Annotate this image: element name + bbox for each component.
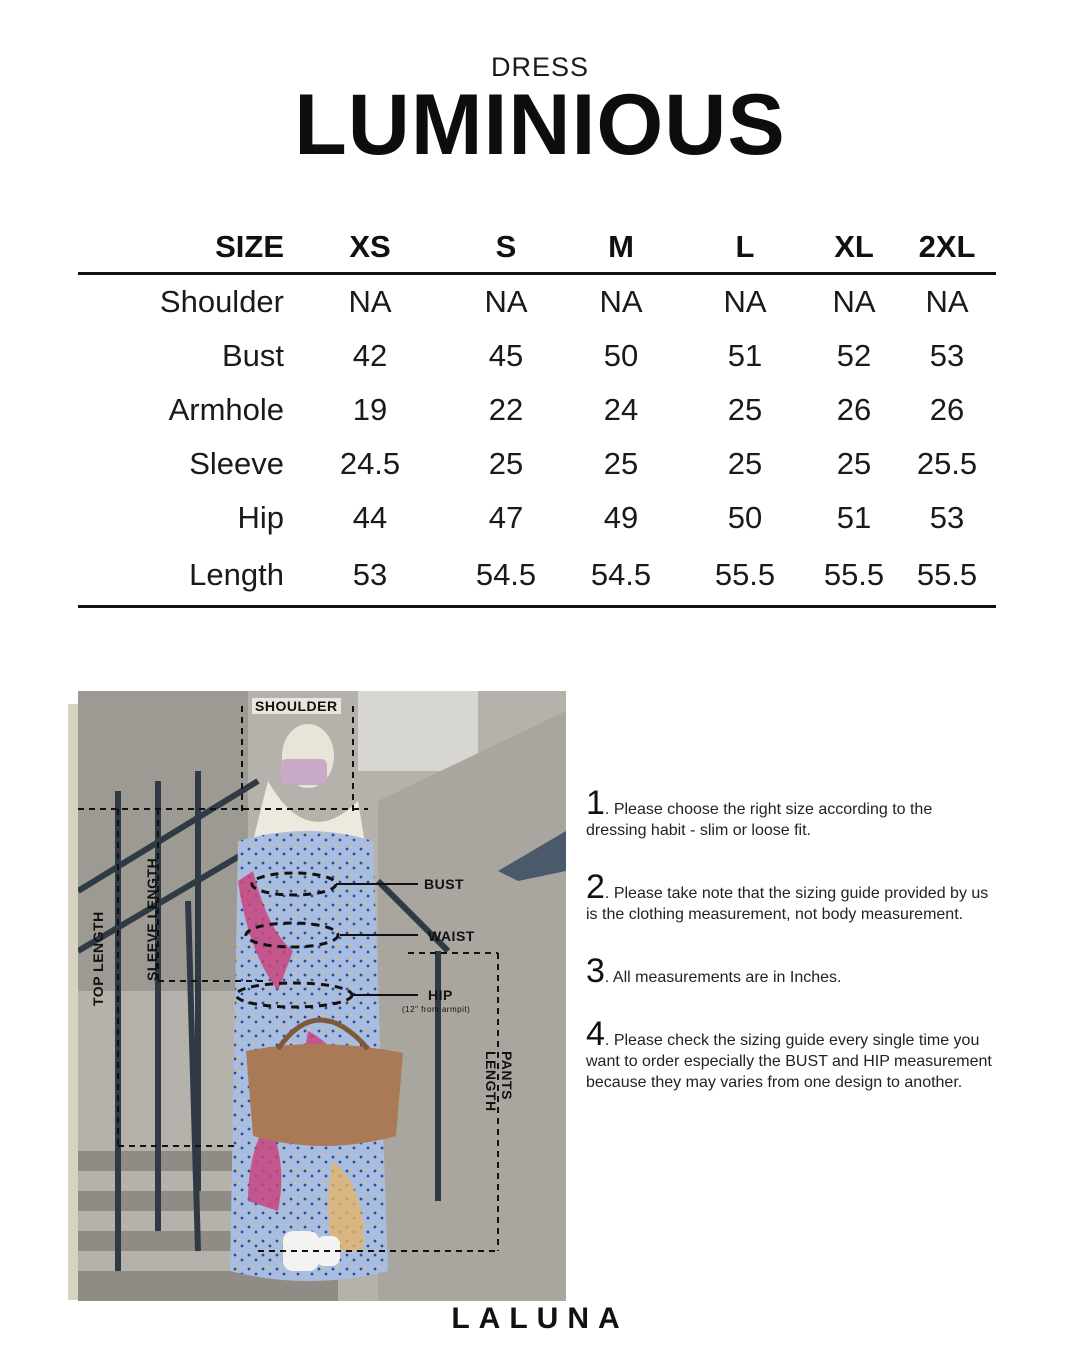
- note-text: . Please choose the right size according to the dressing habit - slim or loose fit.: [586, 801, 933, 839]
- table-cell: 26: [929, 392, 965, 427]
- size-chart: [78, 222, 996, 608]
- table-cell: NA: [599, 284, 643, 319]
- size-s-header: S: [450, 222, 562, 274]
- table-cell: 55.5: [898, 545, 996, 607]
- pants-length-label: PANTS LENGTH: [483, 1051, 515, 1112]
- note-number: 4: [586, 1015, 605, 1053]
- size-xl-header: XL: [810, 222, 898, 274]
- product-title: LUMINIOUS: [294, 77, 786, 173]
- table-cell: 25: [836, 446, 872, 481]
- table-row: [78, 329, 996, 383]
- model-illustration: [78, 691, 566, 1301]
- row-label: Length: [78, 545, 290, 607]
- hip-note: (12" from armpit): [402, 1005, 471, 1014]
- table-cell: 42: [352, 338, 388, 373]
- table-cell: 54.5: [450, 545, 562, 607]
- shoulder-label: SHOULDER: [252, 698, 341, 714]
- size-table: [78, 222, 996, 608]
- note-text: . All measurements are in Inches.: [604, 969, 842, 986]
- table-cell: 55.5: [680, 545, 810, 607]
- table-cell: 25: [488, 446, 524, 481]
- table-cell: NA: [925, 284, 969, 319]
- dress-subtitle: DRESS: [490, 52, 590, 82]
- table-row: [78, 274, 996, 330]
- table-row: [78, 491, 996, 545]
- table-row: [78, 545, 996, 607]
- row-label: Armhole: [168, 392, 284, 427]
- table-cell: 25.5: [916, 446, 978, 481]
- sleeve-length-label: SLEEVE LENGTH: [144, 857, 160, 981]
- table-cell: 54.5: [562, 545, 680, 607]
- bust-label: BUST: [424, 876, 465, 892]
- size-xs-header: XS: [290, 222, 450, 274]
- sizing-notes: [586, 784, 996, 1124]
- table-cell: 47: [488, 500, 524, 535]
- table-cell: 50: [603, 338, 639, 373]
- table-cell: 52: [836, 338, 872, 373]
- table-cell: 51: [836, 500, 872, 535]
- size-l-header: L: [680, 222, 810, 274]
- waist-label: WAIST: [428, 928, 475, 944]
- table-cell: NA: [832, 284, 876, 319]
- note-text: . Please check the sizing guide every single time you want to order especially the BUST and HIP measurement because they may varies from one design to another.: [586, 1032, 992, 1091]
- table-cell: 24: [603, 392, 639, 427]
- note-text: . Please take note that the sizing guide provided by us is the clothing measurement, not body measurement.: [586, 885, 989, 923]
- size-2xl-header: 2XL: [898, 222, 996, 274]
- table-row: [78, 437, 996, 491]
- photo-edge-decoration: [68, 704, 78, 1300]
- table-row: [78, 383, 996, 437]
- table-cell: 55.5: [810, 545, 898, 607]
- table-cell: NA: [723, 284, 767, 319]
- note-item: [586, 784, 996, 841]
- note-number: 1: [586, 784, 605, 822]
- table-cell: 45: [488, 338, 524, 373]
- note-number: 3: [586, 952, 605, 990]
- table-cell: 22: [488, 392, 524, 427]
- brand-logo: LALUNA: [451, 1302, 629, 1335]
- row-label: Bust: [221, 338, 284, 373]
- note-item: [586, 952, 996, 990]
- hip-label: HIP: [428, 987, 453, 1003]
- row-label: Shoulder: [159, 284, 284, 319]
- table-cell: 51: [727, 338, 763, 373]
- row-label: Sleeve: [189, 446, 284, 481]
- table-cell: NA: [348, 284, 392, 319]
- table-cell: NA: [484, 284, 528, 319]
- size-column-header: SIZE: [78, 222, 290, 274]
- table-cell: 44: [352, 500, 388, 535]
- table-cell: 53: [929, 338, 965, 373]
- size-m-header: M: [562, 222, 680, 274]
- table-cell: 19: [352, 392, 388, 427]
- table-cell: 25: [727, 392, 763, 427]
- note-number: 2: [586, 868, 605, 906]
- table-cell: 50: [727, 500, 763, 535]
- size-header-row: [78, 222, 996, 274]
- table-cell: 49: [603, 500, 639, 535]
- table-cell: 53: [290, 545, 450, 607]
- note-item: [586, 1015, 996, 1093]
- measurement-photo: [78, 691, 566, 1301]
- table-cell: 24.5: [339, 446, 401, 481]
- table-cell: 25: [603, 446, 639, 481]
- top-length-label: TOP LENGTH: [90, 911, 106, 1006]
- note-item: [586, 868, 996, 925]
- row-label: Hip: [237, 500, 284, 535]
- table-cell: 53: [929, 500, 965, 535]
- table-cell: 26: [836, 392, 872, 427]
- table-cell: 25: [727, 446, 763, 481]
